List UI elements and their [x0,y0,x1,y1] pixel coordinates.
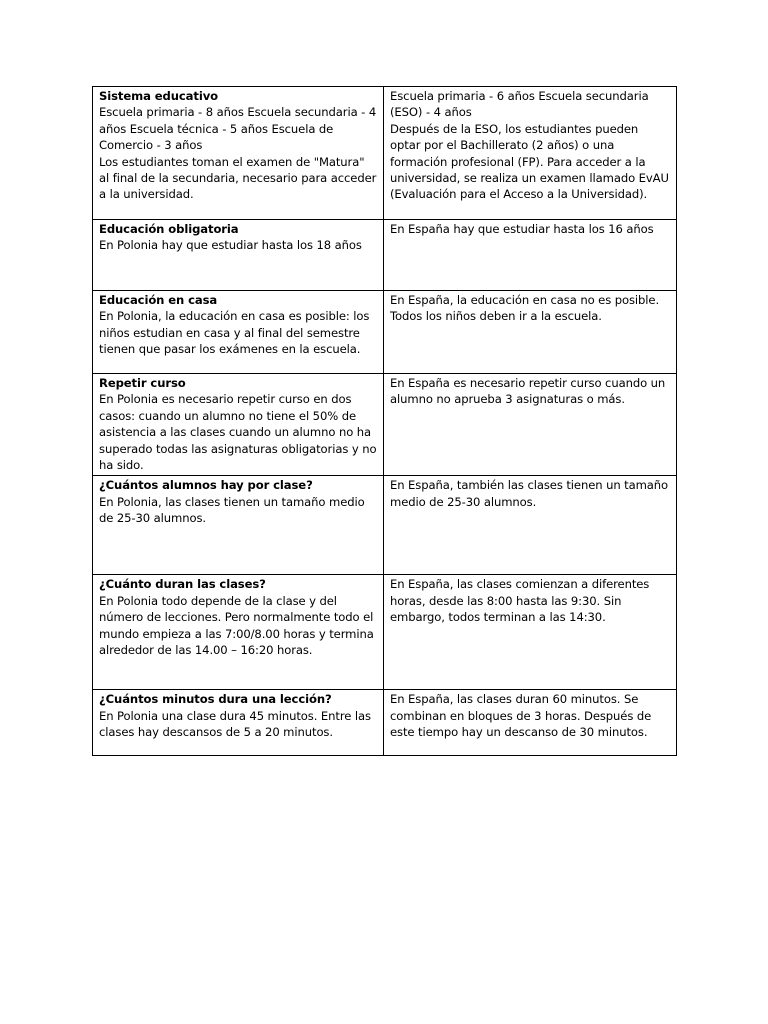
poland-cell [93,476,384,575]
table-row [93,291,677,374]
row-title: Educación obligatoria [99,222,239,236]
spain-cell [384,575,677,690]
poland-text: En Polonia todo depende de la clase y del número de lecciones. Pero normalmente todo el mundo empieza a las 7:00/8.00 horas y termina alrededor de las 14.00 – 16:20 horas. [99,593,374,658]
poland-cell [93,575,384,690]
table-row [93,374,677,476]
row-title: ¿Cuántos minutos dura una lección? [99,692,332,707]
poland-text: Escuela primaria - 8 años Escuela secundaria - 4 años Escuela técnica - 5 años Escuela de Comercio - 3 años Los estudiantes toman el examen de "Matura" al final de la secundaria, necesario para acceder a la universidad. [99,105,377,202]
row-title: Sistema educativo [99,89,219,103]
poland-text: En Polonia, la educación en casa es posible: los niños estudian en casa y al final del semestre tienen que pasar los exámenes en la escuela. [99,309,370,357]
spain-cell [384,374,677,476]
row-title: Repetir curso [99,376,186,390]
poland-cell [93,291,384,374]
comparison-table [92,86,677,756]
row-title: ¿Cuánto duran las clases? [99,577,266,592]
table-row [93,575,677,690]
poland-cell [93,87,384,220]
spain-cell [384,87,677,220]
spain-text: Escuela primaria - 6 años Escuela secundaria (ESO) - 4 años Después de la ESO, los estudiantes pueden optar por el Bachillerato (2 años) o una formación profesional (FP). Para acceder a la universidad, se realiza un examen llamado EvAU (Evaluación para el Acceso a la Universidad). [390,89,669,202]
row-title: Educación en casa [99,293,218,307]
poland-text: En Polonia es necesario repetir curso en dos casos: cuando un alumno no tiene el 50% de asistencia a las clases cuando un alumno no ha superado todas las asignaturas obligatorias y no ha sido. [99,392,377,473]
row-title: ¿Cuántos alumnos hay por clase? [99,478,313,493]
spain-text: En España, las clases comienzan a diferentes horas, desde las 8:00 hasta las 9:30. Sin embargo, todos terminan a las 14:30. [390,577,650,625]
poland-text: En Polonia hay que estudiar hasta los 18 años [99,238,362,253]
spain-cell [384,476,677,575]
table-row [93,690,677,756]
spain-text: En España, las clases duran 60 minutos. Se combinan en bloques de 3 horas. Después de este tiempo hay un descanso de 30 minutos. [390,692,652,740]
poland-cell [93,220,384,291]
spain-text: En España es necesario repetir curso cuando un alumno no aprueba 3 asignaturas o más. [390,376,666,407]
table-row [93,87,677,220]
poland-cell [93,374,384,476]
table-row [93,476,677,575]
spain-text: En España, también las clases tienen un tamaño medio de 25-30 alumnos. [390,478,669,509]
spain-text: En España hay que estudiar hasta los 16 años [390,222,654,236]
poland-text: En Polonia, las clases tienen un tamaño medio de 25-30 alumnos. [99,494,365,526]
poland-cell [93,690,384,756]
spain-cell [384,291,677,374]
spain-text: En España, la educación en casa no es posible. Todos los niños deben ir a la escuela. [390,293,660,324]
spain-cell [384,690,677,756]
spain-cell [384,220,677,291]
table-row [93,220,677,291]
poland-text: En Polonia una clase dura 45 minutos. Entre las clases hay descansos de 5 a 20 minutos. [99,708,371,740]
